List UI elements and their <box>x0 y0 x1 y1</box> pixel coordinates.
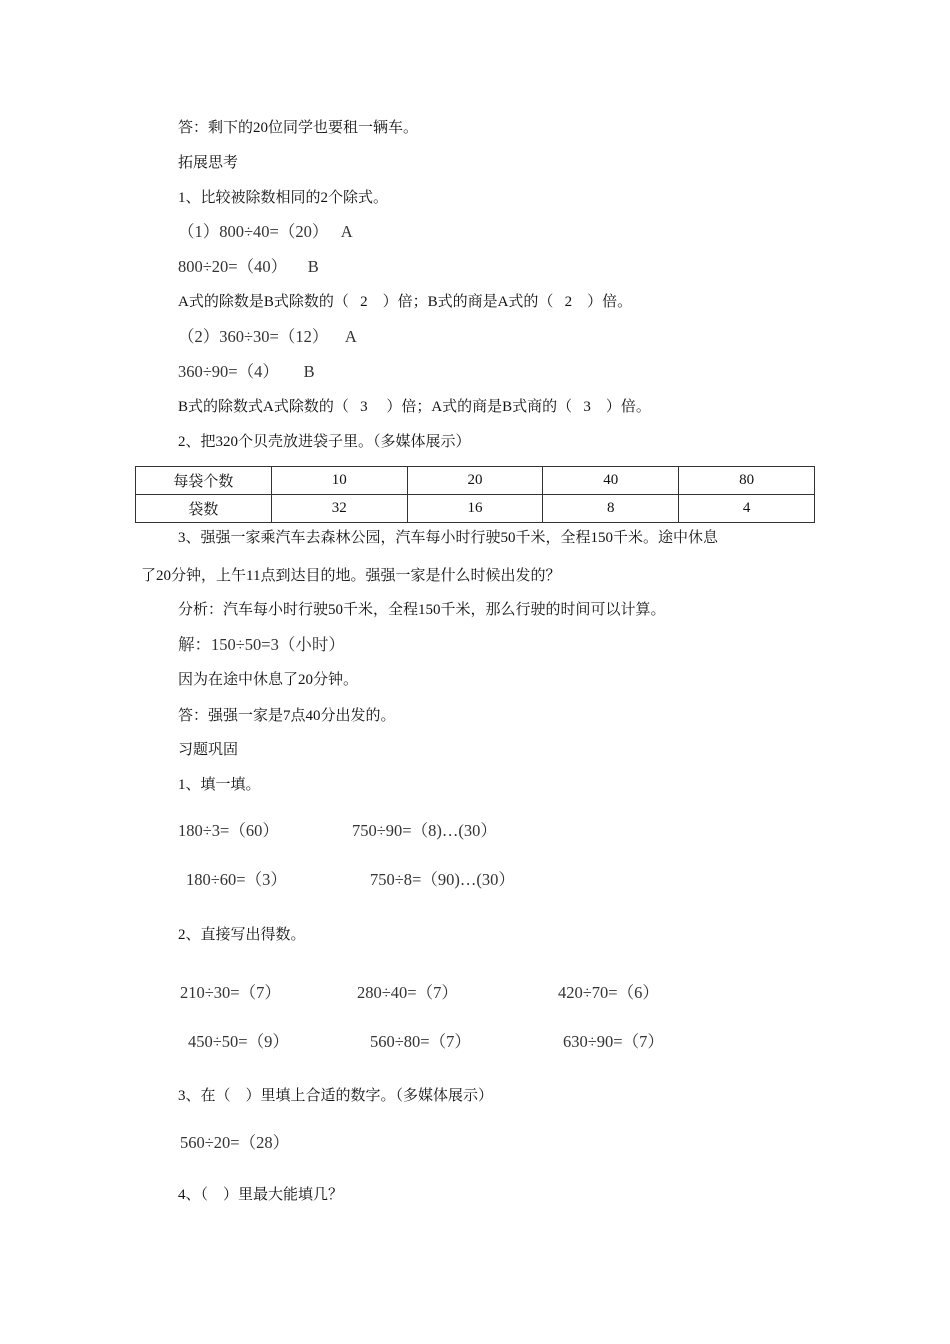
text-line: 因为在途中休息了20分钟。 <box>178 672 359 688</box>
text-line: 4、（ ）里最大能填几？ <box>178 1187 344 1203</box>
equation: 280÷40=（7） <box>357 983 458 1002</box>
equation: 800÷20=（40） B <box>178 257 319 276</box>
equation: （2）360÷30=（12） A <box>178 327 357 346</box>
table-cell: 4 <box>679 495 815 523</box>
text-line: 答：剩下的20位同学也要租一辆车。 <box>178 120 419 136</box>
section-heading: 习题巩固 <box>178 742 239 758</box>
equation: 180÷3=（60） <box>178 821 279 840</box>
equation: 210÷30=（7） <box>180 983 281 1002</box>
equation: 180÷60=（3） <box>186 870 287 889</box>
table-row <box>136 467 815 495</box>
table-cell: 袋数 <box>136 495 272 523</box>
text-line: 答：强强一家是7点40分出发的。 <box>178 708 396 724</box>
equation: 750÷90=（8)…(30） <box>352 821 497 840</box>
text-line: 2、直接写出得数。 <box>178 927 306 943</box>
text-line: 3、在（ ）里填上合适的数字。（多媒体展示） <box>178 1088 494 1104</box>
text-line: 了20分钟，上午11点到达目的地。强强一家是什么时候出发的？ <box>141 568 561 584</box>
table-cell: 32 <box>271 495 407 523</box>
table-cell: 40 <box>543 467 679 495</box>
table-cell: 每袋个数 <box>136 467 272 495</box>
text-line: 1、比较被除数相同的2个除式。 <box>178 190 389 206</box>
table-cell: 10 <box>271 467 407 495</box>
table-row <box>136 495 815 523</box>
equation: 630÷90=（7） <box>563 1032 664 1051</box>
equation: （1）800÷40=（20） A <box>178 222 353 241</box>
table-cell: 8 <box>543 495 679 523</box>
text-line: 3、强强一家乘汽车去森林公园，汽车每小时行驶50千米，全程150千米。途中休息 <box>178 530 719 546</box>
equation: 360÷90=（4） B <box>178 362 315 381</box>
shell-bag-table <box>135 466 815 523</box>
section-heading: 拓展思考 <box>178 155 239 171</box>
table-cell: 80 <box>679 467 815 495</box>
text-line: 2、把320个贝壳放进袋子里。（多媒体展示） <box>178 434 471 450</box>
text-line: 1、填一填。 <box>178 777 261 793</box>
table-cell: 16 <box>407 495 543 523</box>
text-line: B式的除数式A式除数的（ 3 ）倍；A式的商是B式商的（ 3 ）倍。 <box>178 399 651 415</box>
equation: 560÷80=（7） <box>370 1032 471 1051</box>
equation: 750÷8=（90)…(30） <box>370 870 515 889</box>
table-cell: 20 <box>407 467 543 495</box>
equation: 420÷70=（6） <box>558 983 659 1002</box>
equation: 450÷50=（9） <box>188 1032 289 1051</box>
equation: 解：150÷50=3（小时） <box>178 635 345 654</box>
text-line: 分析：汽车每小时行驶50千米，全程150千米，那么行驶的时间可以计算。 <box>178 602 666 618</box>
equation: 560÷20=（28） <box>180 1133 290 1152</box>
text-line: A式的除数是B式除数的（ 2 ）倍；B式的商是A式的（ 2 ）倍。 <box>178 294 633 310</box>
